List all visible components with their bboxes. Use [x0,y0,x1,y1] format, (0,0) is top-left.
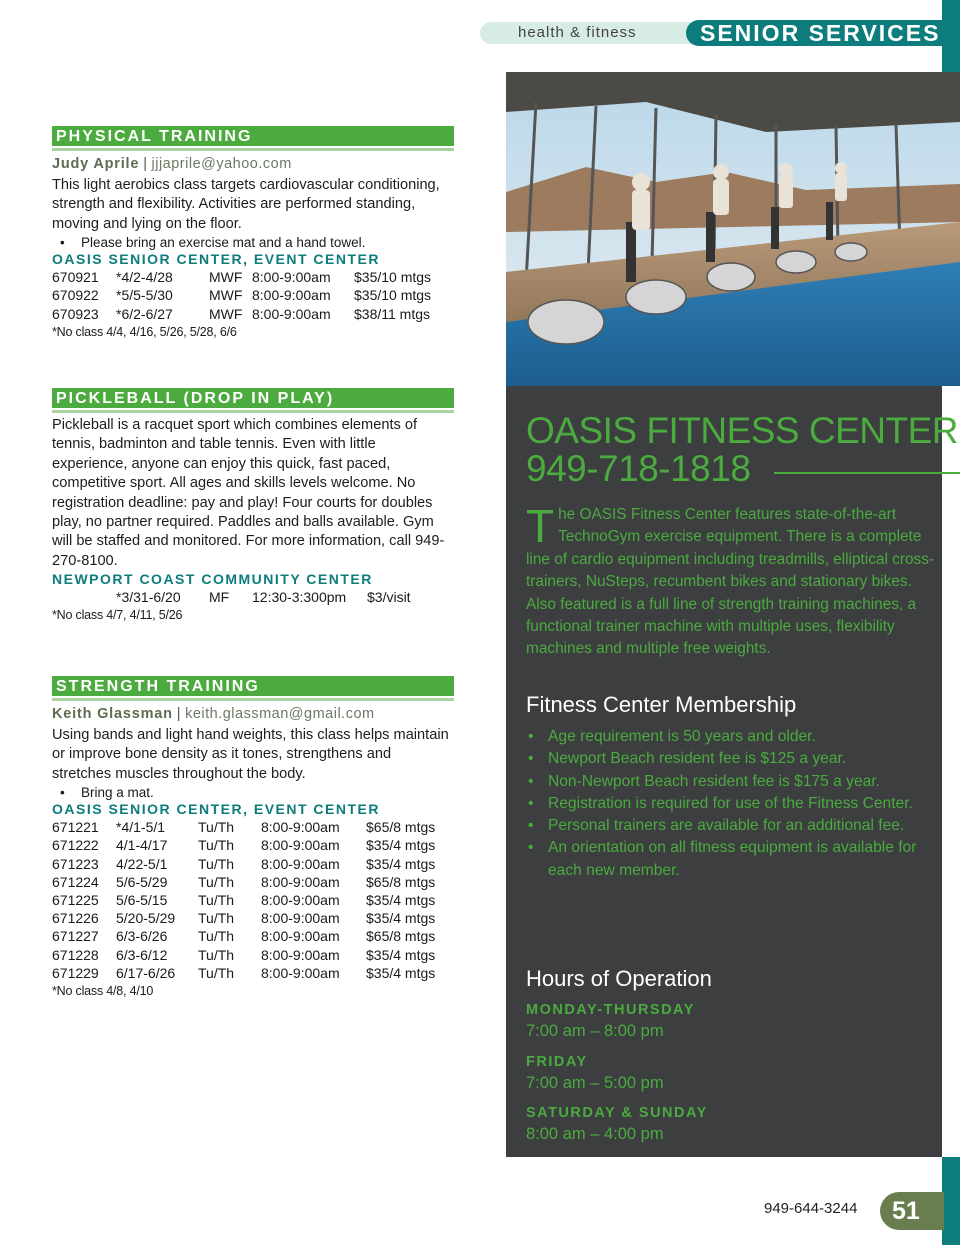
cell-code: 671223 [52,855,99,872]
oasis-fitness-panel [506,386,959,1157]
cell-time: 8:00-9:00am [261,873,340,890]
no-class-note: *No class 4/8, 4/10 [52,983,154,998]
cell-code: 670923 [52,305,99,322]
cell-days: Tu/Th [198,837,235,854]
oasis-title: OASIS FITNESS CENTER 949-718-1818 [526,410,959,489]
schedule-row [52,909,454,927]
instructor-name: Keith Glassman [52,706,173,722]
cell-fee: $65/8 mtgs [366,819,436,836]
cell-dates: 5/6-5/29 [116,873,168,890]
cell-dates: 4/22-5/1 [116,855,168,872]
instructor-email[interactable]: jjjaprile@yahoo.com [151,156,292,172]
membership-item: • Newport Beach resident fee is $125 a year. [526,748,936,770]
membership-item: • Age requirement is 50 years and older. [526,726,936,748]
hours-time: 7:00 am – 8:00 pm [526,1022,664,1040]
schedule-row [52,927,454,945]
oasis-phone: 949-718-1818 [526,448,751,489]
schedule-table [52,818,454,982]
cell-dates: *5/5-5/30 [116,287,173,304]
cell-dates: 6/17-6/26 [116,964,176,981]
cell-fee: $35/4 mtgs [366,891,436,908]
cell-days: MWF [209,287,243,304]
cell-fee: $38/11 mtgs [354,305,431,322]
location-heading: NEWPORT COAST COMMUNITY CENTER [52,571,373,588]
membership-heading: Fitness Center Membership [526,692,797,717]
cell-days: MWF [209,269,243,286]
cell-days: Tu/Th [198,819,235,836]
cell-time: 8:00-9:00am [261,946,340,963]
cell-time: 8:00-9:00am [252,287,331,304]
schedule-row [52,946,454,964]
membership-item: • An orientation on all fitness equipment is available for each new member. [526,837,936,882]
hours-time: 8:00 am – 4:00 pm [526,1125,664,1143]
schedule-row [52,836,454,854]
section-title: SENIOR SERVICES [686,20,946,46]
cell-fee: $35/10 mtgs [354,269,432,286]
section-heading: STRENGTH TRAINING [52,676,454,698]
schedule-table [52,268,454,323]
cell-fee: $65/8 mtgs [366,873,436,890]
cell-code: 670921 [52,269,99,286]
cell-dates: *4/1-5/1 [116,819,166,836]
category-label: health & fitness [480,22,710,44]
cell-days: Tu/Th [198,910,235,927]
location-heading: OASIS SENIOR CENTER, EVENT CENTER [52,251,380,268]
cell-time: 8:00-9:00am [261,891,340,908]
physical-training-section [52,126,454,341]
cell-time: 8:00-9:00am [252,305,331,322]
instructor-email[interactable]: keith.glassman@gmail.com [185,706,375,722]
page-number: 51 [880,1192,944,1230]
cell-days: MWF [209,305,243,322]
hours-time: 7:00 am – 5:00 pm [526,1074,664,1092]
cell-days: Tu/Th [198,946,235,963]
cell-code: 671221 [52,819,99,836]
no-class-note: *No class 4/7, 4/11, 5/26 [52,608,183,623]
strength-training-section [52,676,454,1000]
schedule-row: *3/31-6/20 MF 12:30-3:300pm $3/visit [116,589,411,606]
fitness-center-photo [506,72,960,386]
instructor-line: Judy Aprile | jjjaprile@yahoo.com [52,156,292,172]
footer-phone: 949-644-3244 [764,1200,858,1217]
cell-dates: 6/3-6/26 [116,928,168,945]
description: Using bands and light hand weights, this class helps maintain or improve bone density as it tones, strengthens and stretches muscles throughout the body. [52,727,449,782]
cell-days: Tu/Th [198,964,235,981]
cell-time: 8:00-9:00am [261,819,340,836]
description: This light aerobics class targets cardiovascular conditioning, strength and flexibility. Activities are performed standing, moving and lying on the floor. [52,177,440,232]
cell-time: 8:00-9:00am [261,964,340,981]
title-rule [774,472,960,474]
cell-code: 671222 [52,837,99,854]
cell-days: Tu/Th [198,891,235,908]
instructor-name: Judy Aprile [52,156,140,172]
schedule-row [52,964,454,982]
cell-fee: $35/4 mtgs [366,910,436,927]
hours-days: SATURDAY & SUNDAY [526,1105,708,1121]
cell-code: 671225 [52,891,99,908]
intro-paragraph: The OASIS Fitness Center features state-of-the-art TechnoGym exercise equipment. There is a complete line of cardio equipment including treadmills, elliptical cross-trainers, NuSteps, recumbent bikes and stationary bikes. Also featured is a full line of strength training machines, a functional trainer machine with multiple uses, flexibility machines and multiple free weights. [526,500,935,658]
membership-list [526,726,936,882]
cell-code: 671227 [52,928,99,945]
cell-time: 8:00-9:00am [261,910,340,927]
cell-days: Tu/Th [198,855,235,872]
no-class-note: *No class 4/4, 4/16, 5/26, 5/28, 6/6 [52,324,237,339]
bullet-item: • Please bring an exercise mat and a hand towel. [60,235,366,251]
cell-dates: 4/1-4/17 [116,837,168,854]
membership-item: • Registration is required for use of the Fitness Center. [526,793,936,815]
membership-item: • Personal trainers are available for an additional fee. [526,815,936,837]
cell-dates: 5/6-5/15 [116,891,168,908]
cell-fee: $65/8 mtgs [366,928,436,945]
cell-time: 8:00-9:00am [261,928,340,945]
cell-dates: 5/20-5/29 [116,910,176,927]
schedule-row [52,286,454,304]
instructor-line: Keith Glassman | keith.glassman@gmail.com [52,706,375,722]
schedule-row [52,305,454,323]
edge-strip-top [942,0,960,72]
cell-code: 671226 [52,910,99,927]
section-heading: PICKLEBALL (DROP IN PLAY) [52,388,454,410]
schedule-row [52,818,454,836]
location-heading: OASIS SENIOR CENTER, EVENT CENTER [52,801,380,818]
edge-strip-bottom [942,1157,960,1245]
hours-heading: Hours of Operation [526,966,712,991]
hours-days: FRIDAY [526,1054,588,1070]
schedule-row [52,873,454,891]
cell-fee: $35/4 mtgs [366,964,436,981]
section-heading: PHYSICAL TRAINING [52,126,454,148]
membership-item: • Non-Newport Beach resident fee is $175 a year. [526,771,936,793]
cell-code: 671228 [52,946,99,963]
cell-fee: $35/10 mtgs [354,287,432,304]
pickleball-section [52,388,454,624]
schedule-row [52,855,454,873]
cell-days: Tu/Th [198,873,235,890]
cell-days: Tu/Th [198,928,235,945]
schedule-row [52,891,454,909]
description: Pickleball is a racquet sport which combines elements of tennis, badminton and table tennis. Even with little experience, anyone can enjoy this quick, fast paced, competitive sport. All ages and skills levels welcome. No registration deadline: pay and play! Four courts for doubles play, no partner required. Paddles and balls available. Gym will be staffed and monitored. For more information, call 949-270-8100. [52,417,445,569]
cell-code: 671229 [52,964,99,981]
cell-code: 670922 [52,287,99,304]
cell-time: 8:00-9:00am [261,855,340,872]
cell-dates: 6/3-6/12 [116,946,168,963]
hours-days: MONDAY-THURSDAY [526,1002,695,1018]
cell-fee: $35/4 mtgs [366,946,436,963]
cell-fee: $35/4 mtgs [366,855,436,872]
cell-time: 8:00-9:00am [261,837,340,854]
cell-fee: $35/4 mtgs [366,837,436,854]
bullet-item: • Bring a mat. [60,785,154,801]
cell-dates: *4/2-4/28 [116,269,173,286]
schedule-row [52,268,454,286]
cell-dates: *6/2-6/27 [116,305,173,322]
cell-code: 671224 [52,873,99,890]
drop-cap: T [526,500,555,552]
cell-time: 8:00-9:00am [252,269,331,286]
